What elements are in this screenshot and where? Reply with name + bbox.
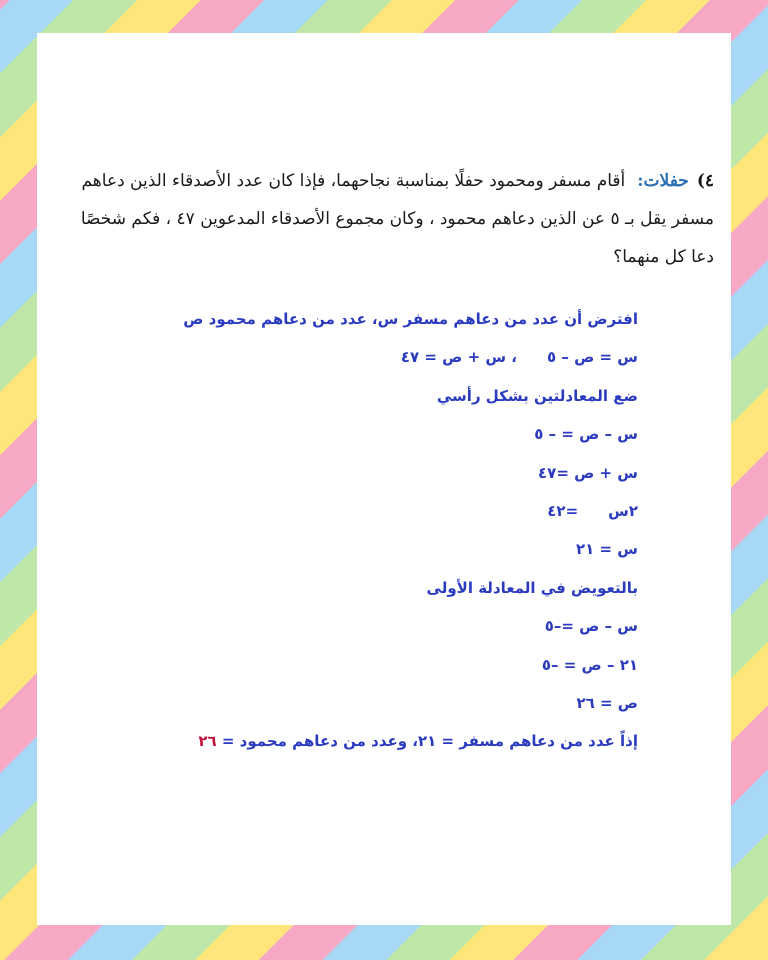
equation-1: س = ص – ٥ <box>547 348 638 367</box>
solution-steps <box>160 300 638 761</box>
problem-statement <box>74 162 714 276</box>
sum-equation: ٢س=٤٢ <box>547 501 638 520</box>
y-value: ص = ٢٦ <box>576 693 638 712</box>
problem-text: أقام مسفر ومحمود حفلًا بمناسبة نجاحهما، فإذا كان عدد الأصدقاء الذين دعاهم مسفر يقل بـ ٥ عن الذين دعاهم محمود ، وكان مجموع الأصدقاء المدعوين ٤٧ ، فكم شخصًا دعا كل منهما؟ <box>80 171 714 267</box>
substitution-equation: س – ص =–٥ <box>544 617 638 636</box>
problem-number: ٤) <box>696 171 714 191</box>
equation-2: ، س + ص = ٤٧ <box>400 348 517 367</box>
equations-line <box>160 338 638 376</box>
problem-title: حفلات: <box>637 171 689 191</box>
substituted-equation: ٢١ – ص = –٥ <box>541 655 638 674</box>
assumption-line: افترض أن عدد من دعاهم مسفر س، عدد من دعاهم محمود ص <box>183 310 638 328</box>
substitution-instruction: بالتعويض في المعادلة الأولى <box>426 578 638 597</box>
step-instruction: ضع المعادلتين بشكل رأسي <box>436 386 638 405</box>
vertical-equation-1: س – ص = – ٥ <box>534 425 638 444</box>
final-answer-value: ٢٦ <box>198 732 217 751</box>
final-answer: إذاً عدد من دعاهم مسفر = ٢١، وعدد من دعاهم محمود = ٢٦ <box>198 732 638 751</box>
x-value: س = ٢١ <box>575 540 638 559</box>
vertical-equation-2: س + ص =٤٧ <box>538 463 638 482</box>
